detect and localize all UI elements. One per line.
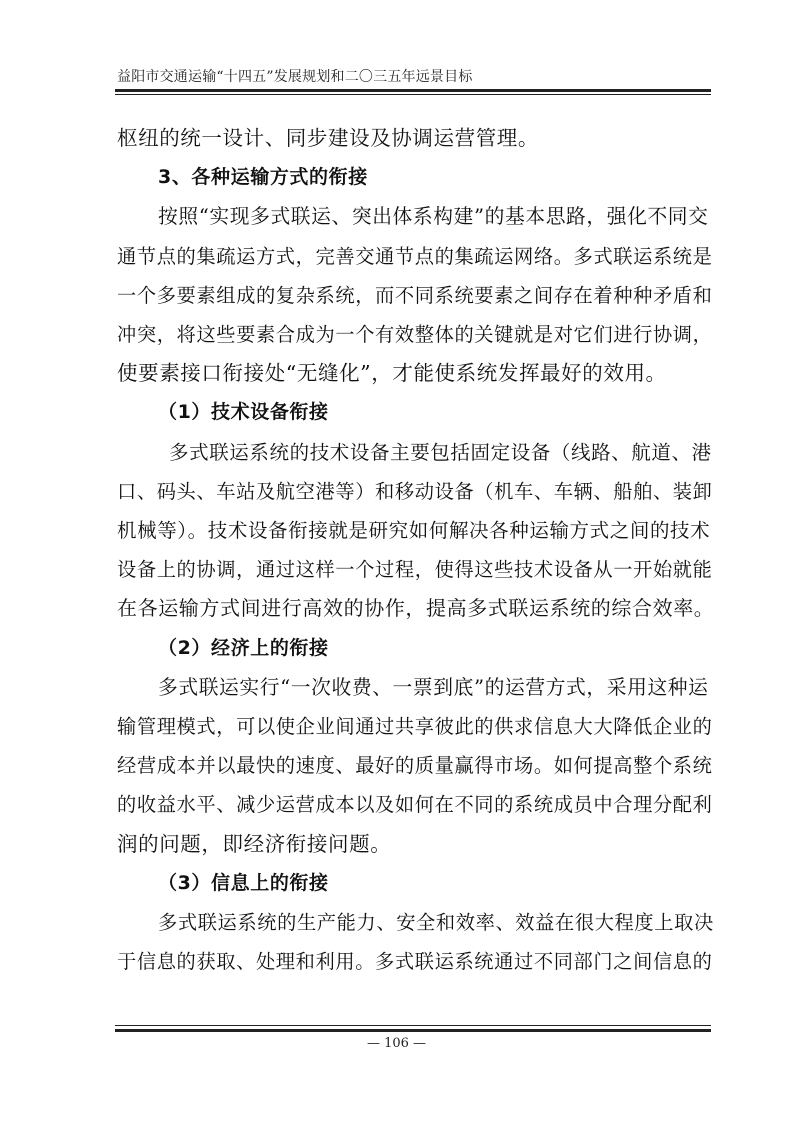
footer-rule-secondary xyxy=(115,1025,711,1026)
paragraph-line: 按照“实现多式联运、突出体系构建”的基本思路，强化不同交 xyxy=(158,205,709,229)
paragraph-line: 多式联运实行“一次收费、一票到底”的运营方式，采用这种运 xyxy=(158,675,709,699)
section-heading: 3、各种运输方式的衔接 xyxy=(158,166,368,189)
paragraph-line: 口、码头、车站及航空港等）和移动设备（机车、车辆、船舶、装卸 xyxy=(117,479,713,503)
page-number: — 106 — xyxy=(366,1036,427,1051)
paragraph-line: 一个多要素组成的复杂系统，而不同系统要素之间存在着种种矛盾和 xyxy=(117,283,713,307)
subsection-heading: （2）经济上的衔接 xyxy=(158,636,329,659)
paragraph-line: 机械等）。技术设备衔接就是研究如何解决各种运输方式之间的技术 xyxy=(117,519,711,543)
paragraph-line: 使要素接口衔接处“无缝化”，才能使系统发挥最好的效用。 xyxy=(117,361,667,386)
paragraph-line: 通节点的集疏运方式，完善交通节点的集疏运网络。多式联运系统是 xyxy=(117,244,713,268)
header-rule-secondary xyxy=(115,94,711,95)
subsection-heading: （3）信息上的衔接 xyxy=(158,871,329,894)
paragraph-line: 的收益水平、减少运营成本以及如何在不同的系统成员中合理分配利 xyxy=(117,793,713,817)
paragraph-line: 在各运输方式间进行高效的协作，提高多式联运系统的综合效率。 xyxy=(117,596,715,621)
paragraph-line: 于信息的获取、处理和利用。多式联运系统通过不同部门之间信息的 xyxy=(117,950,713,974)
paragraph-line: 冲突，将这些要素合成为一个有效整体的关键就是对它们进行协调， xyxy=(117,323,713,347)
page-body xyxy=(117,119,713,981)
paragraph-line: 枢纽的统一设计、同步建设及协调运营管理。 xyxy=(117,126,539,150)
header-rule xyxy=(115,89,711,92)
footer-rule xyxy=(115,1029,711,1032)
subsection-heading: （1）技术设备衔接 xyxy=(158,401,329,424)
paragraph-line: 输管理模式，可以使企业间通过共享彼此的供求信息大大降低企业的 xyxy=(117,715,713,739)
paragraph-line: 润的问题，即经济衔接问题。 xyxy=(117,831,392,856)
paragraph-line: 设备上的协调，通过这样一个过程，使得这些技术设备从一开始就能 xyxy=(117,558,713,582)
paragraph-line: 多式联运系统的技术设备主要包括固定设备（线路、航道、港 xyxy=(169,440,712,464)
paragraph-line: 多式联运系统的生产能力、安全和效率、效益在很大程度上取决 xyxy=(158,911,714,935)
running-header: 益阳市交通运输“十四五”发展规划和二〇三五年远景目标 xyxy=(117,69,473,85)
paragraph-line: 经营成本并以最快的速度、最好的质量赢得市场。如何提高整个系统 xyxy=(117,754,713,778)
